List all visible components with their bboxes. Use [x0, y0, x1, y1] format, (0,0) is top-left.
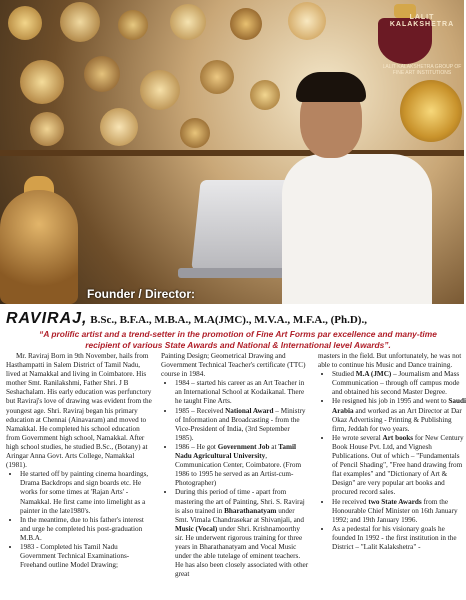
list-item: • 1985 – Received National Award – Ministry of Information and Broadcasting - from the Vice-President of India, (3rd September 1985). [175, 407, 309, 443]
bullet-list [161, 379, 309, 579]
award-plaque [170, 4, 206, 40]
list-item: • He started off by painting cinema hoardings, Drama Backdrops and sign boards etc. He works for some times at 'Rajan Arts' -Namakkal. He first came into limelight as a painter in the late1980's. [20, 470, 154, 515]
award-plaque [84, 56, 120, 92]
founder-name: RAVIRAJ, [6, 310, 88, 327]
award-plaque [118, 10, 148, 40]
list-item: • He received two State Awards from the Honourable Chief Minister on 16th January 1992; and 19th January 1996. [332, 498, 466, 525]
award-plaque [288, 2, 326, 40]
list-item: • Studied M.A (JMC) – Journalism and Mass Communication – through off campus mode and obtained his second Master Degree. [332, 370, 466, 397]
founder-portrait-body [282, 154, 432, 304]
column-2 [161, 352, 309, 579]
list-item: • During this period of time - apart from mastering the art of Painting, Shri. S. Raviraj is also trained in Bharathanatyam under Smt. Vimala Chandrasekar at Shivanjali, and Music (Vocal) under Shri. Krishnamoorthy sir. He underwent rigorous training for three years in Bharathanatyam and Vocal Music under the able tutelage of eminent teachers. He has also been closely associated with other great [175, 488, 309, 579]
tagline-quote: “A prolific artist and a trend-setter in the promotion of Fine Art Forms par excellence and many-time recipient of various State Awards and National & International level Awards”. [39, 329, 437, 350]
list-item: • 1984 – started his career as an Art Teacher in an International School at Kodaikanal. There he taught Fine Arts. [175, 379, 309, 406]
name-heading [6, 310, 458, 328]
intro-paragraph: Mr. Raviraj Born in 9th November, hails from Hasthampatti in Salem District of Tamil Nadu, lived at Namakkal and living in Coimbatore. His mother Smt. Ranilakshmi, Father Shri. J B Seshachalam. His early education was perfunctory but Raviraj's love of drawing was evident from the youngest age. Shri. Raviraj began his primary education at Chennai (Ainavaram) and moved to Namakkal. He completed his school education from Government high school, Namakkal. After high school studies, he studied B.Sc., (Botany) at Aringar Anna Govt. Arts College, Namakkal (1981). [6, 352, 152, 470]
bullet-list [318, 370, 466, 552]
award-plaque [8, 6, 42, 40]
award-plaque [230, 8, 262, 40]
continued-paragraph: Painting Design; Geometrical Drawing and Government Technical Teacher's certificate (TTC) course in 1984. [161, 352, 306, 379]
award-plaque [140, 70, 180, 110]
continued-paragraph: masters in the field. But unfortunately, he was not able to continue his Music and Dance training. [318, 352, 462, 370]
statue [0, 190, 78, 304]
brand-subtitle: LALIT KALAKSHETRA GROUP OF FINE ART INSTITUTIONS [382, 64, 462, 76]
list-item: • 1983 - Completed his Tamil Nadu Government Technical Examinations-Freehand outline Model Drawing; [20, 543, 154, 570]
award-plaque [100, 108, 138, 146]
founder-label: Founder / Director: [87, 287, 196, 301]
award-plaque [180, 118, 210, 148]
list-item: • As a pedestal for his visionary goals he founded In 1992 - the first institution in the District – "Lalit Kalakshetra" - [332, 525, 466, 552]
list-item: • He resigned his job in 1995 and went to Saudi Arabia and worked as an Art Director at Dar Okaz Advertising - Printing & Publishing firm, Jeddah for two years. [332, 397, 466, 433]
award-plaque [200, 60, 234, 94]
qualifications: B.Sc., B.F.A., M.B.A., M.A(JMC)., M.V.A., M.F.A., (Ph.D)., [87, 314, 367, 326]
award-plaque [30, 112, 64, 146]
award-plaque [250, 80, 280, 110]
gold-seal-badge [400, 80, 462, 142]
column-1 [6, 352, 154, 570]
list-item: • 1986 – He got Government Job at Tamil Nadu Agricultural University, Communication Center, Coimbatore. (From 1986 to 1995 he served as an Artist-cum-Photographer) [175, 443, 309, 488]
list-item: • In the meantime, due to his father's interest and urge he completed his post-graduation M.B.A. [20, 516, 154, 543]
bullet-list [6, 470, 154, 570]
list-item: • He wrote several Art books for New Century Book House Pvt. Ltd, and Vignesh Publications. Out of which – "Fundamentals of Pencil Shading", "Free hand drawing from flat examples" and "Dictionary of Art & Design" are very popular art books and procured record sales. [332, 434, 466, 498]
award-plaque [60, 2, 100, 42]
brand-title: LALIT KALAKSHETRA [389, 14, 455, 28]
award-plaque [20, 60, 64, 104]
founder-portrait-hair [296, 72, 366, 102]
column-3 [318, 352, 466, 552]
